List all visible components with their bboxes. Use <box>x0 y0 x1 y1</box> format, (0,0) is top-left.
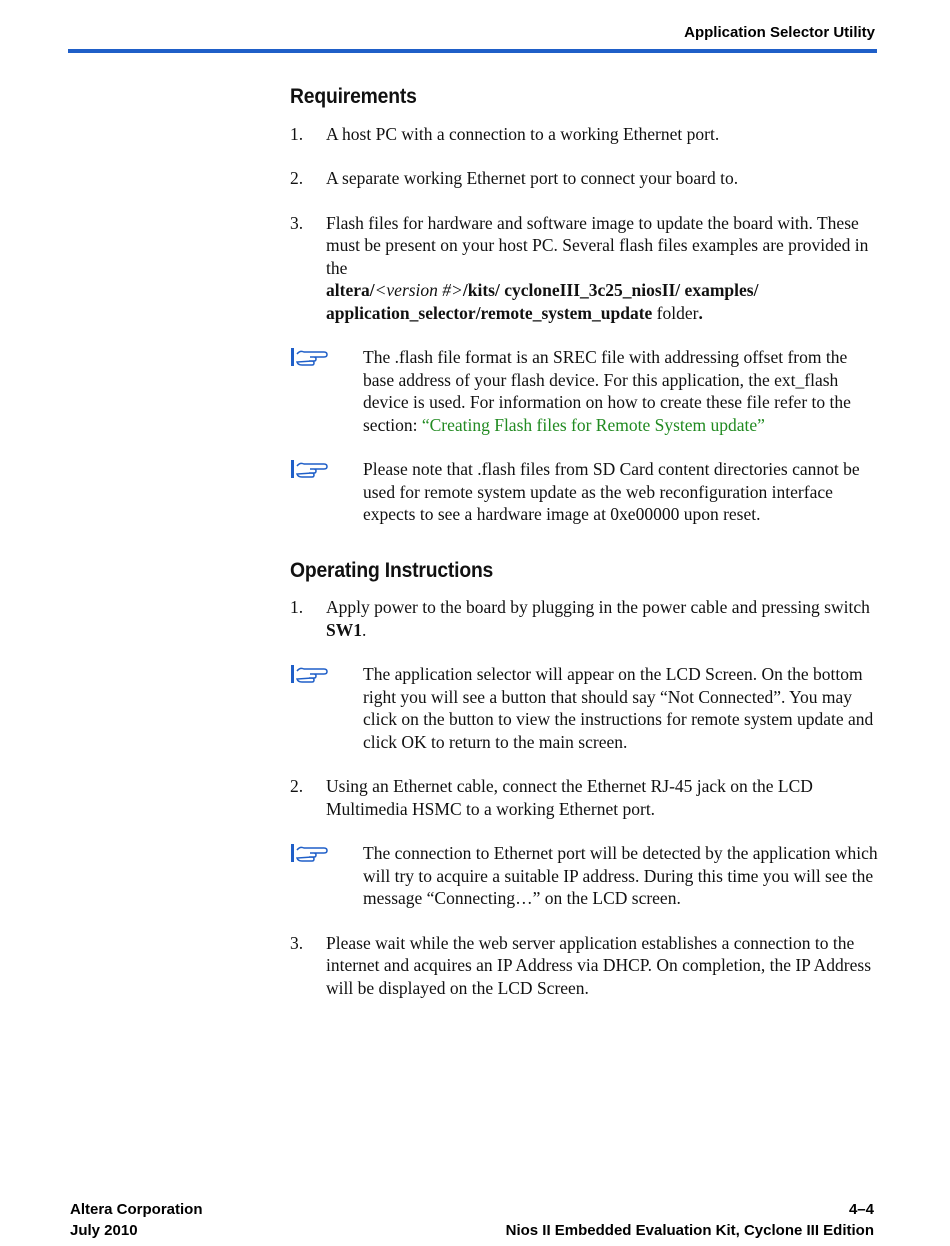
footer-company: Altera Corporation <box>70 1201 203 1218</box>
requirement-step-3 <box>290 212 880 325</box>
step-text-end: . <box>361 619 367 640</box>
requirement-step-2 <box>290 167 880 190</box>
footer-left <box>70 1199 203 1241</box>
note-body: The .flash file format is an SREC file with addressing offset from the base address of your flash device. For this application, the ext_flash device is used. For information on how to create these file refer to the section: <box>363 347 851 435</box>
note-text: The connection to Ethernet port will be detected by the application which will try to acquire a suitable IP address. During this time you will see the message “Connecting…” on the LCD screen. <box>363 843 878 908</box>
footer-page-number: 4–4 <box>848 1201 874 1218</box>
operating-step-2 <box>290 775 880 820</box>
pointing-hand-icon <box>290 842 363 910</box>
step-text: A separate working Ethernet port to connect your board to. <box>326 168 739 188</box>
path-part-b: /kits/ cycloneIII_3c25_niosII/ examples/ application_selector/remote_system_update <box>326 280 759 323</box>
note-text <box>363 346 880 436</box>
step-number: 3. <box>290 212 304 233</box>
requirements-heading: Requirements <box>290 85 417 108</box>
operating-step-1 <box>290 596 880 641</box>
note-sd-card <box>290 458 880 526</box>
running-header: Application Selector Utility <box>684 24 875 41</box>
path-part-a: altera/ <box>326 280 375 300</box>
step-text-intro: Flash files for hardware and software image to update the board with. These must be present on your host PC. Several flash files examples are provided in the <box>326 212 869 278</box>
step-number: 1. <box>290 597 304 617</box>
footer-date: July 2010 <box>70 1222 138 1239</box>
step-number: 3. <box>290 932 304 953</box>
requirement-step-1 <box>290 123 880 146</box>
note-application-selector <box>290 663 880 753</box>
step-text <box>326 596 880 641</box>
step-number: 2. <box>290 168 304 188</box>
step-text <box>326 212 880 325</box>
footer-book-title: Nios II Embedded Evaluation Kit, Cyclone III Edition <box>505 1222 874 1239</box>
note-text: The application selector will appear on the LCD Screen. On the bottom right you will see a button that should say “Not Connected”. You may click on the button to view the instructions for remote system update and click OK to return to the main screen. <box>363 664 874 752</box>
path-period: . <box>698 302 703 323</box>
step-text: Please wait while the web server application establishes a connection to the internet and acquires an IP Address via DHCP. On completion, the IP Address will be displayed on the LCD Screen. <box>326 932 872 998</box>
step-number: 2. <box>290 776 304 796</box>
step-text: A host PC with a connection to a working Ethernet port. <box>326 123 720 144</box>
step-number: 1. <box>290 123 304 144</box>
footer-right <box>506 1199 874 1241</box>
pointing-hand-icon <box>290 346 363 436</box>
path-version: <version #> <box>374 280 463 300</box>
step-text: Using an Ethernet cable, connect the Ethernet RJ-45 jack on the LCD Multimedia HSMC to a working Ethernet port. <box>326 776 813 819</box>
note-flash-format <box>290 346 880 436</box>
switch-name: SW1 <box>326 619 362 640</box>
pointing-hand-icon <box>290 663 363 753</box>
content <box>290 86 880 999</box>
operating-heading: Operating Instructions <box>290 558 494 582</box>
header-rule <box>68 49 877 53</box>
operating-step-3 <box>290 932 880 1000</box>
path-suffix: folder <box>652 302 699 323</box>
pointing-hand-icon <box>290 458 363 526</box>
note-text: Please note that .flash files from SD Card content directories cannot be used for remote system update as the web reconfiguration interface expects to see a hardware image at 0xe00000 upon reset. <box>363 459 860 524</box>
step-text-body: Apply power to the board by plugging in the power cable and pressing switch <box>326 597 870 617</box>
section-link[interactable]: “Creating Flash files for Remote System update” <box>421 414 765 435</box>
note-ethernet-connection <box>290 842 880 910</box>
